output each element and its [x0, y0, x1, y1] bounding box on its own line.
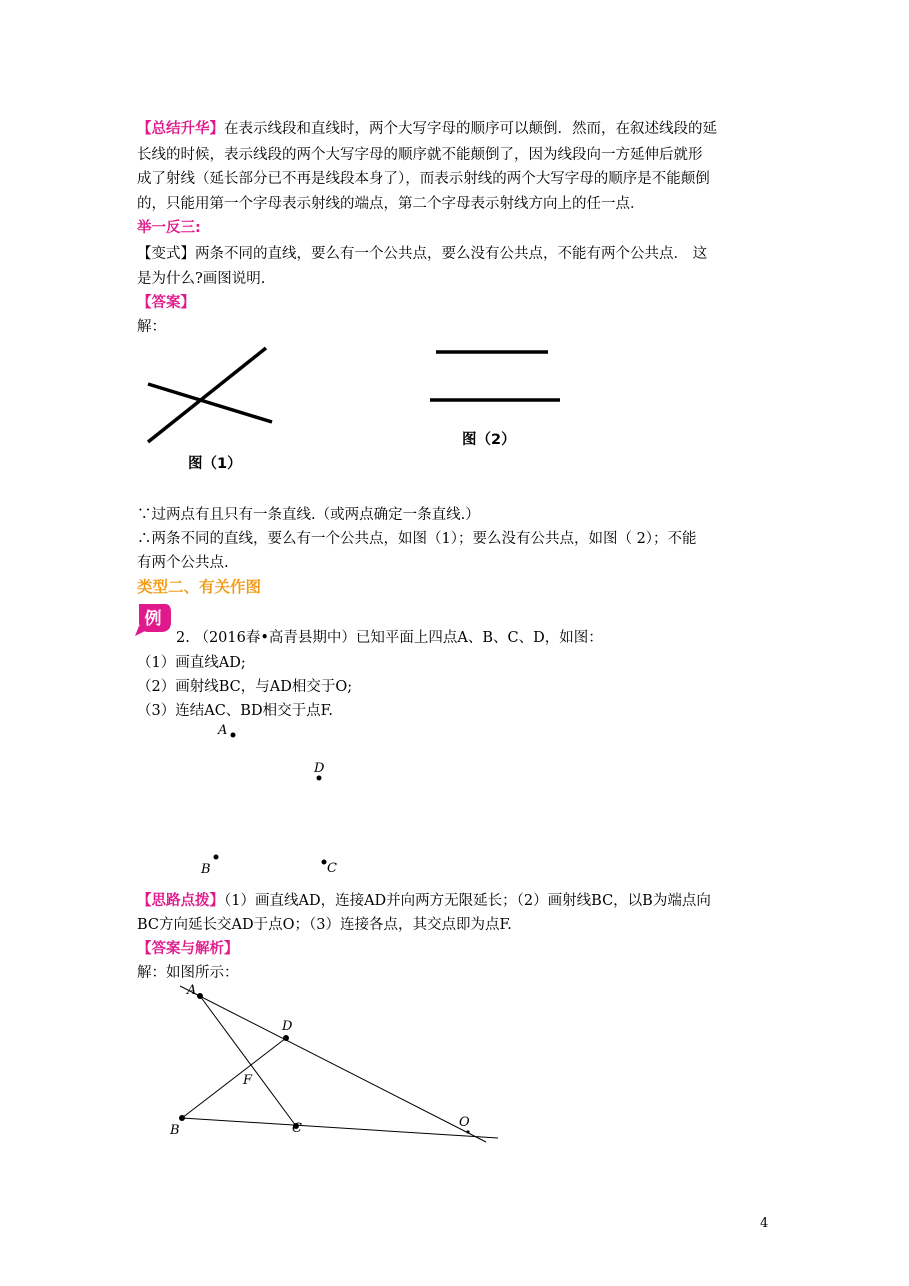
point-label-a: A [218, 723, 228, 738]
reason-2: ∴两条不同的直线，要么有一个公共点，如图（1）；要么没有公共点，如图（ 2）；不能 [137, 531, 697, 547]
point2-label-a: A [187, 983, 197, 998]
figure-2-parallel-lines [425, 345, 565, 405]
page-number: 4 [760, 1216, 769, 1231]
point2-o [466, 1130, 469, 1133]
point-a [231, 733, 236, 738]
line-1 [148, 348, 266, 442]
point2-label-b: B [170, 1123, 180, 1138]
badge-label: 例 [144, 609, 162, 629]
point2-label-d: D [282, 1019, 293, 1034]
solution-2-start: 解：如图所示： [137, 965, 239, 981]
point-label-c: C [327, 861, 337, 876]
example-badge-icon [135, 602, 173, 636]
hint-line-1: 【思路点拨】（1）画直线AD，连接AD并向两方无限延长；（2）画射线BC，以B为端点向 [137, 893, 711, 909]
step-1: （1）画直线AD; [137, 655, 246, 671]
figure-1-caption: 图（1） [188, 456, 242, 472]
point2-label-c: C [292, 1121, 302, 1136]
point2-a [197, 993, 203, 999]
point-c [322, 860, 327, 865]
practice-heading: 举一反三: [137, 220, 201, 236]
answer-tag: 【答案】 [137, 295, 195, 311]
line-ad [180, 986, 486, 1142]
summary-line-4: 的，只能用第一个字母表示射线的端点，第二个字母表示射线方向上的任一点． [137, 196, 645, 212]
summary-line-3: 成了射线（延长部分已不再是线段本身了），而表示射线的两个大写字母的顺序是不能颠倒 [137, 171, 710, 187]
point2-d [283, 1035, 289, 1041]
construction-figure [168, 982, 508, 1152]
reason-3: 有两个公共点. [137, 555, 229, 571]
solution-start: 解： [137, 319, 166, 335]
figure-2-caption: 图（2） [462, 432, 516, 448]
point2-b [179, 1115, 185, 1121]
line-2 [148, 384, 272, 422]
problem-statement: 2. （2016春•高青县期中）已知平面上四点A、B、C、D，如图： [176, 630, 603, 646]
hint-line-2: BC方向延长交AD于点O；（3）连接各点，其交点即为点F. [137, 917, 512, 933]
variant-line-1: 【变式】两条不同的直线，要么有一个公共点，要么没有公共点，不能有两个公共点． 这 [137, 246, 708, 262]
summary-line-2: 长线的时候，表示线段的两个大写字母的顺序就不能颠倒了，因为线段向一方延伸后就形 [137, 147, 703, 163]
ray-bc [182, 1118, 498, 1138]
summary-line-1: 【总结升华】在表示线段和直线时，两个大写字母的顺序可以颠倒．然而，在叙述线段的延 [137, 121, 717, 137]
summary-tag: 【总结升华】 [137, 121, 224, 137]
points-figure [190, 716, 360, 881]
segment-ac [200, 996, 296, 1126]
hint-tag: 【思路点拨】 [137, 893, 224, 909]
figure-1-intersecting-lines [140, 340, 280, 450]
point2-label-f: F [243, 1073, 253, 1088]
point-b [214, 855, 219, 860]
point2-label-o: O [459, 1115, 470, 1130]
segment-bd [182, 1038, 286, 1118]
variant-line-2: 是为什么?画图说明. [137, 271, 266, 287]
step-2: （2）画射线BC，与AD相交于O; [137, 679, 353, 695]
reason-1: ∵过两点有且只有一条直线.（或两点确定一条直线.） [137, 507, 480, 523]
point-d [317, 776, 322, 781]
answer-analysis-tag: 【答案与解析】 [137, 941, 239, 957]
point-label-b: B [201, 862, 211, 877]
type2-heading: 类型二、有关作图 [137, 578, 262, 596]
point-label-d: D [314, 761, 325, 776]
step-3: （3）连结AC、BD相交于点F. [137, 703, 333, 719]
